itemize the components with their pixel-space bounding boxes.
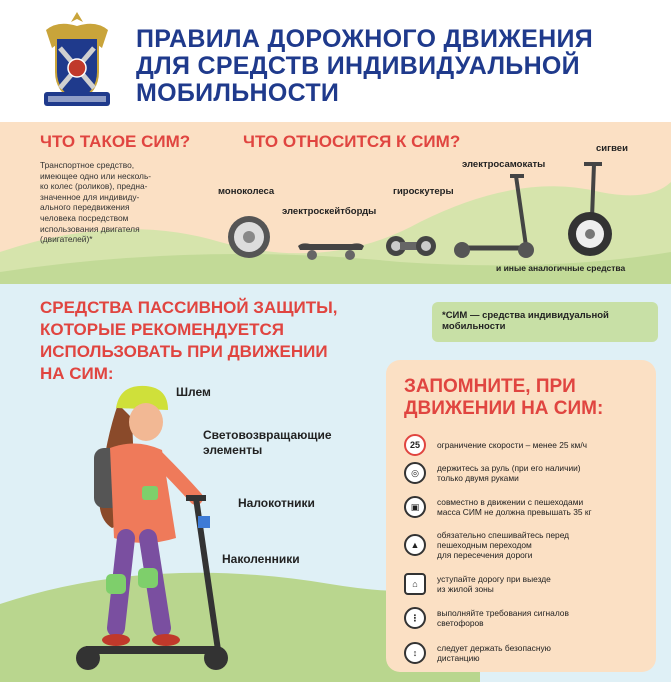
vehicle-label-hoverboard: гироскутеры	[393, 186, 454, 197]
definition-line: ко колес (роликов), предна-	[40, 181, 148, 192]
heading-line: СРЕДСТВА ПАССИВНОЙ ЗАЩИТЫ,	[40, 298, 338, 317]
title-line: ПРАВИЛА ДОРОЖНОГО ДВИЖЕНИЯ	[136, 25, 594, 53]
sim-definition	[40, 160, 200, 245]
rule-text: следует держать безопасную дистанцию	[437, 643, 551, 663]
page-title	[136, 26, 656, 107]
heading-line: НА СИМ:	[40, 364, 114, 383]
segway-icon	[560, 160, 620, 258]
heading-line: КОТОРЫЕ РЕКОМЕНДУЕТСЯ	[40, 320, 284, 339]
pedestrian-crossing-icon: ▲	[404, 534, 426, 556]
speed-limit-icon: 25	[404, 434, 426, 456]
rule-text: держитесь за руль (при его наличии) только двумя руками	[437, 463, 581, 483]
title-line: ДЛЯ СРЕДСТВ ИНДИВИДУАЛЬНОЙ	[136, 52, 580, 80]
title-line: МОБИЛЬНОСТИ	[136, 79, 340, 107]
traffic-light-icon: ⋮	[404, 607, 426, 629]
title-line: ДВИЖЕНИИ НА СИМ:	[404, 398, 604, 419]
rule-text: совместно в движении с пешеходами масса СИМ не должна превышать 35 кг	[437, 497, 592, 517]
protection-knee-pads: Наколенники	[222, 552, 300, 566]
police-emblem	[38, 8, 116, 112]
rule-item	[404, 530, 654, 560]
rule-text: уступайте дорогу при выезде из жилой зоны	[437, 574, 551, 594]
definition-line: значенное для индивиду-	[40, 191, 140, 202]
rule-item	[404, 462, 654, 484]
protection-reflective: Световозвращающие элементы	[203, 428, 332, 457]
distance-icon: ↕	[404, 642, 426, 664]
definition-line: ального передвижения	[40, 202, 130, 213]
rule-item	[404, 496, 654, 518]
sim-footnote	[432, 302, 658, 342]
vehicle-label-monowheel: моноколеса	[218, 186, 275, 197]
steering-wheel-icon: ◎	[404, 462, 426, 484]
what-is-sim-heading: ЧТО ТАКОЕ СИМ?	[40, 132, 191, 151]
rule-text: обязательно спешивайтесь перед пешеходным переходом для пересечения дороги	[437, 530, 570, 560]
protection-helmet: Шлем	[176, 385, 211, 399]
definition-line: имеющее одно или несколь-	[40, 170, 152, 181]
rule-item	[404, 573, 654, 595]
rule-item	[404, 434, 654, 456]
hoverboard-icon	[386, 232, 436, 260]
title-line: ЗАПОМНИТЕ, ПРИ	[404, 376, 576, 397]
what-belongs-heading: ЧТО ОТНОСИТСЯ К СИМ?	[243, 132, 461, 151]
residential-zone-icon: ⌂	[404, 573, 426, 595]
vehicle-label-segway: сигвеи	[596, 143, 628, 154]
protection-elbow-pads: Налокотники	[238, 496, 315, 510]
rule-item	[404, 607, 654, 629]
vehicle-label-escooter: электросамокаты	[462, 159, 546, 170]
vehicle-label-eskateboard: электроскейтборды	[282, 206, 377, 217]
note-line: мобильности	[442, 321, 506, 332]
vehicle-footer: и иные аналогичные средства	[496, 263, 626, 273]
weight-icon: ▣	[404, 496, 426, 518]
note-line: *СИМ — средства индивидуальной	[442, 310, 609, 321]
remember-title	[404, 376, 654, 420]
rule-item	[404, 642, 654, 664]
passive-protection-heading	[40, 297, 385, 385]
girl-on-scooter-illustration	[66, 378, 246, 678]
heading-line: ИСПОЛЬЗОВАТЬ ПРИ ДВИЖЕНИИ	[40, 342, 328, 361]
escooter-icon	[452, 172, 538, 260]
eskateboard-icon	[296, 240, 366, 262]
rule-text: ограничение скорости – менее 25 км/ч	[437, 440, 588, 450]
definition-line: использования двигателя	[40, 223, 140, 234]
definition-line: (двигателей)*	[40, 234, 93, 245]
rule-text: выполняйте требования сигналов светофоров	[437, 608, 569, 628]
definition-line: человека посредством	[40, 212, 129, 223]
definition-line: Транспортное средство,	[40, 160, 135, 170]
monowheel-icon	[226, 214, 272, 260]
